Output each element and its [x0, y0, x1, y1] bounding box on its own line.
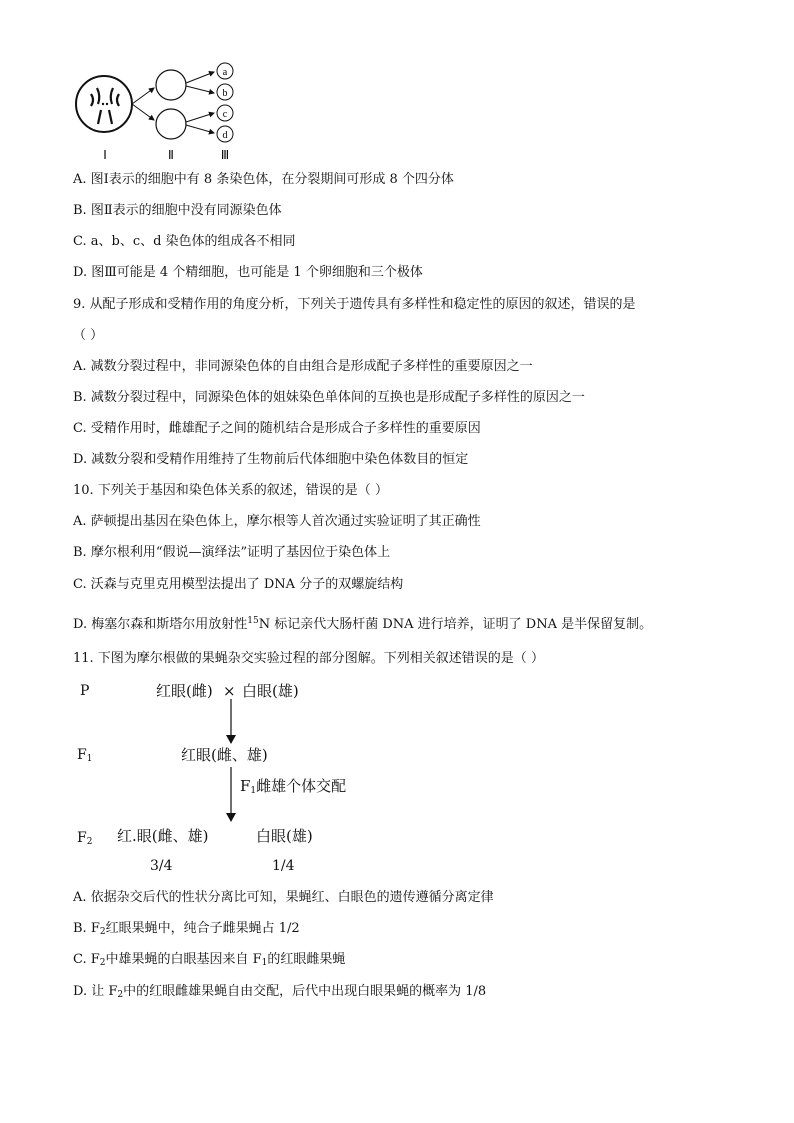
figure-label-two: Ⅱ	[168, 148, 174, 162]
figure-label-one: Ⅰ	[103, 148, 107, 162]
q11-option-b: B. $F_2$红眼果蝇中，纯合子雌果蝇占 1/2	[73, 921, 300, 937]
q11-option-d: D. 让 $F_2$中的红眼雌雄果蝇自由交配，后代中出现白眼果蝇的概率为 1/8	[73, 984, 487, 1000]
q10-option-d: D. 梅塞尔森和斯塔尔用放射性$^{15}$N 标记亲代大肠杆菌 DNA 进行培养，证明了 DNA 是半保留复制。	[73, 616, 653, 632]
q8-option-a: A. 图Ⅰ表示的细胞中有 8 条染色体，在分裂期间可形成 8 个四分体	[73, 172, 454, 187]
cross-f1-mating: $F_1$雌雄个体交配	[240, 777, 347, 796]
q11-option-a: A. 依据杂交后代的性状分离比可知，果蝇红、白眼色的遗传遵循分离定律	[73, 890, 494, 905]
cross-p-female: 红眼(雌)	[156, 682, 213, 700]
cell-one	[76, 76, 132, 132]
cross-arrow-f1-f2	[222, 767, 240, 823]
q11-option-c: C. $F_2$中雄果蝇的白眼基因来自 $F_1$的红眼雌果蝇	[73, 952, 346, 968]
q10-option-b: B. 摩尔根利用“假说—演绎法”证明了基因位于染色体上	[73, 545, 391, 560]
q9-option-d: D. 减数分裂和受精作用维持了生物前后代体细胞中染色体数目的恒定	[73, 452, 469, 467]
cross-f2-red: 红.眼(雌、雄)	[117, 827, 209, 845]
cross-f2-white-ratio: 1/4	[272, 858, 295, 874]
q9-option-b: B. 减数分裂过程中，同源染色体的姐妹染色单体间的互换也是形成配子多样性的原因之一	[73, 390, 585, 405]
cell-division-figure	[68, 58, 248, 168]
q9-answer-bracket: （ ）	[73, 328, 104, 343]
cross-p-male: 白眼(雄)	[242, 682, 299, 700]
cross-f2-white: 白眼(雄)	[256, 827, 313, 845]
cross-f1-phenotype: 红眼(雌、雄)	[181, 746, 268, 764]
cell-label-b: b	[222, 88, 228, 99]
cross-p-label: P	[80, 683, 90, 699]
q8-option-d: D. 图Ⅲ可能是 4 个精细胞，也可能是 1 个卵细胞和三个极体	[73, 265, 423, 280]
cross-f1-label: $F_1$	[77, 747, 93, 764]
q11-stem: 11. 下图为摩尔根做的果蝇杂交实验过程的部分图解。下列相关叙述错误的是（ ）	[73, 651, 544, 666]
q8-option-b: B. 图Ⅱ表示的细胞中没有同源染色体	[73, 203, 282, 218]
cell-two-bottom	[156, 109, 186, 139]
cross-f2-label: $F_2$	[77, 830, 93, 847]
q10-stem: 10. 下列关于基因和染色体关系的叙述，错误的是（ ）	[73, 483, 388, 498]
cell-label-d: d	[222, 130, 228, 141]
q9-stem: 9. 从配子形成和受精作用的角度分析，下列关于遗传具有多样性和稳定性的原因的叙述，错误的是	[73, 297, 636, 312]
q10-option-c: C. 沃森与克里克用模型法提出了 DNA 分子的双螺旋结构	[73, 577, 404, 592]
q10-option-a: A. 萨顿提出基因在染色体上，摩尔根等人首次通过实验证明了其正确性	[73, 514, 481, 529]
cell-label-a: a	[222, 67, 228, 78]
cross-arrow-p-f1	[222, 699, 240, 745]
q9-option-a: A. 减数分裂过程中，非同源染色体的自由组合是形成配子多样性的重要原因之一	[73, 359, 533, 374]
q8-option-c: C. a、b、c、d 染色体的组成各不相同	[73, 234, 296, 249]
cross-times-sign: ×	[223, 682, 236, 700]
cell-two-top	[156, 70, 186, 100]
cross-f2-red-ratio: 3/4	[150, 858, 173, 874]
q9-option-c: C. 受精作用时，雌雄配子之间的随机结合是形成合子多样性的重要原因	[73, 421, 481, 436]
cell-label-c: c	[222, 109, 228, 120]
figure-label-three: Ⅲ	[220, 148, 230, 162]
